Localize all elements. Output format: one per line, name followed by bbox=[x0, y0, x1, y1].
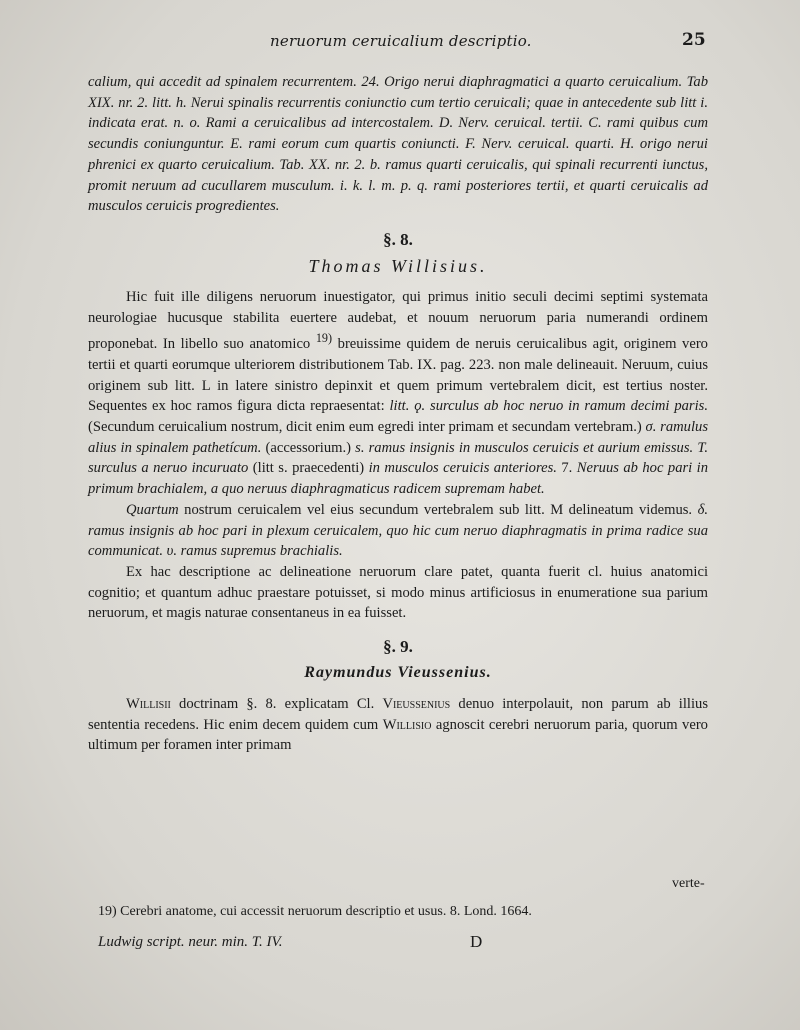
small-caps-run: Willisio bbox=[382, 716, 432, 733]
text-run: doctrinam §. 8. explicatam Cl. bbox=[170, 696, 383, 713]
italic-run: σ. ramulus alius in spinalem pathetícum. bbox=[88, 419, 708, 456]
footnote-ref: 19) bbox=[315, 331, 333, 346]
text-run: 7. bbox=[556, 460, 577, 477]
italic-run: in musculos ceruicis anteriores. bbox=[368, 460, 557, 477]
section-9-number: §. 9. bbox=[383, 637, 413, 657]
section-9-paragraph-1 bbox=[88, 694, 708, 756]
section-8-title: Thomas Willisius. bbox=[308, 255, 488, 276]
catchword: verte- bbox=[672, 876, 705, 891]
italic-run: litt. ϙ. surculus ab hoc neruo in ramum decimi paris. bbox=[389, 398, 708, 415]
page-number: 25 bbox=[682, 30, 706, 50]
main-text bbox=[88, 72, 708, 756]
section-8-paragraph-2 bbox=[88, 500, 708, 562]
text-run: breuissime quidem de neruis ceruicalibus agit, originem vero tertii et quarti eorumque ulteriorem distributionem Tab. IX. pag. 223. non male delineauit. Neruum, cuius originem sub litt. L in latere sinistro depinxit et quem primum vertebralem dicit, est tertius noster. Sequentes ex hoc ramos figura dicta repraesentat: bbox=[88, 336, 708, 415]
text-run: (accessorium.) bbox=[261, 439, 356, 456]
signature-mark: D bbox=[470, 932, 483, 951]
text-run: agnoscit cerebri neruorum paria, quorum vero ultimum per foramen inter primam bbox=[88, 716, 708, 754]
intro-paragraph: calium, qui accedit ad spinalem recurrentem. 24. Origo nerui diaphragmatici a quarto ceruicalium. Tab XIX. nr. 2. litt. h. Nerui spinalis recurrentis coniunctio cum tertio ceruicali; quae in antecedente sub litt i. indicata erat. n. o. Rami a ceruicalibus ad intercostalem. D. Nerv. ceruical. tertii. C. rami quibus cum secundis coniunguntur. E. rami eorum cum quartis coniuncti. F. Nerv. ceruical. quarti. H. origo nerui phrenici ex quarto ceruicalium. Tab. XX. nr. 2. b. ramus quarti ceruicalis, qui spinali recurrenti iunctus, promit neruum ad cucullarem musculum. i. k. l. m. p. q. rami posteriores tertii, et quarti ceruicalis ad musculos ceruicis progredientes. bbox=[88, 74, 708, 215]
text-run: (Secundum ceruicalium nostrum, dicit enim eum egredi inter primam et secundam vertebram.) bbox=[88, 419, 646, 435]
italic-run: s. ramus insignis in musculos ceruicis et aurium emissus. T. surculus a neruo incuruato bbox=[88, 439, 708, 477]
italic-run: δ. ramus insignis ab hoc pari in plexum ceruicalem, quo hic cum neruo diaphragmatis in prima radice sua communicat. υ. ramus supremus brachialis. bbox=[88, 501, 708, 560]
section-8-paragraph-3: Ex hac descriptione ac delineatione neruorum clare patet, quanta fuerit cl. huius anatomici cognitio; et quantum adhuc praestare potuisset, si modo minus artificiosus in enumeratione sua parium neruorum, et magis naturae consentaneus in ea fuisset. bbox=[88, 563, 708, 622]
text-run: nostrum ceruicalem vel eius secundum vertebralem sub litt. M delineatum videmus. bbox=[178, 501, 698, 518]
section-8-paragraph-1 bbox=[88, 287, 708, 500]
italic-run: Neruus ab hoc pari in primum brachialem, a quo neruus diaphragmaticus radicem supremam habet. bbox=[88, 460, 709, 498]
printer-signature: Ludwig script. neur. min. T. IV. bbox=[98, 934, 283, 950]
text-run: denuo interpolauit, non parum ab illius sententia recedens. Hic enim decem quidem cum bbox=[88, 696, 708, 733]
italic-run: Quartum bbox=[126, 501, 179, 518]
text-run: Hic fuit ille diligens neruorum inuestigator, qui primus initio seculi decimi septimi systemata neurologiae hucusque stabilita euertere audebat, et nouum neruorum paria numerandi ordinem proponebat. In libello suo anatomico bbox=[88, 288, 708, 353]
section-9-title: Raymundus Vieussenius. bbox=[304, 664, 492, 682]
section-8-number: §. 8. bbox=[383, 229, 413, 249]
footnote: 19) Cerebri anatome, cui accessit neruorum descriptio et usus. 8. Lond. 1664. bbox=[98, 904, 532, 919]
small-caps-run: Willisii bbox=[126, 696, 171, 713]
small-caps-run: Vieussenius bbox=[382, 696, 451, 713]
text-run: (litt s. praecedenti) bbox=[248, 460, 369, 477]
running-head: neruorum ceruicalium descriptio. bbox=[270, 32, 532, 50]
